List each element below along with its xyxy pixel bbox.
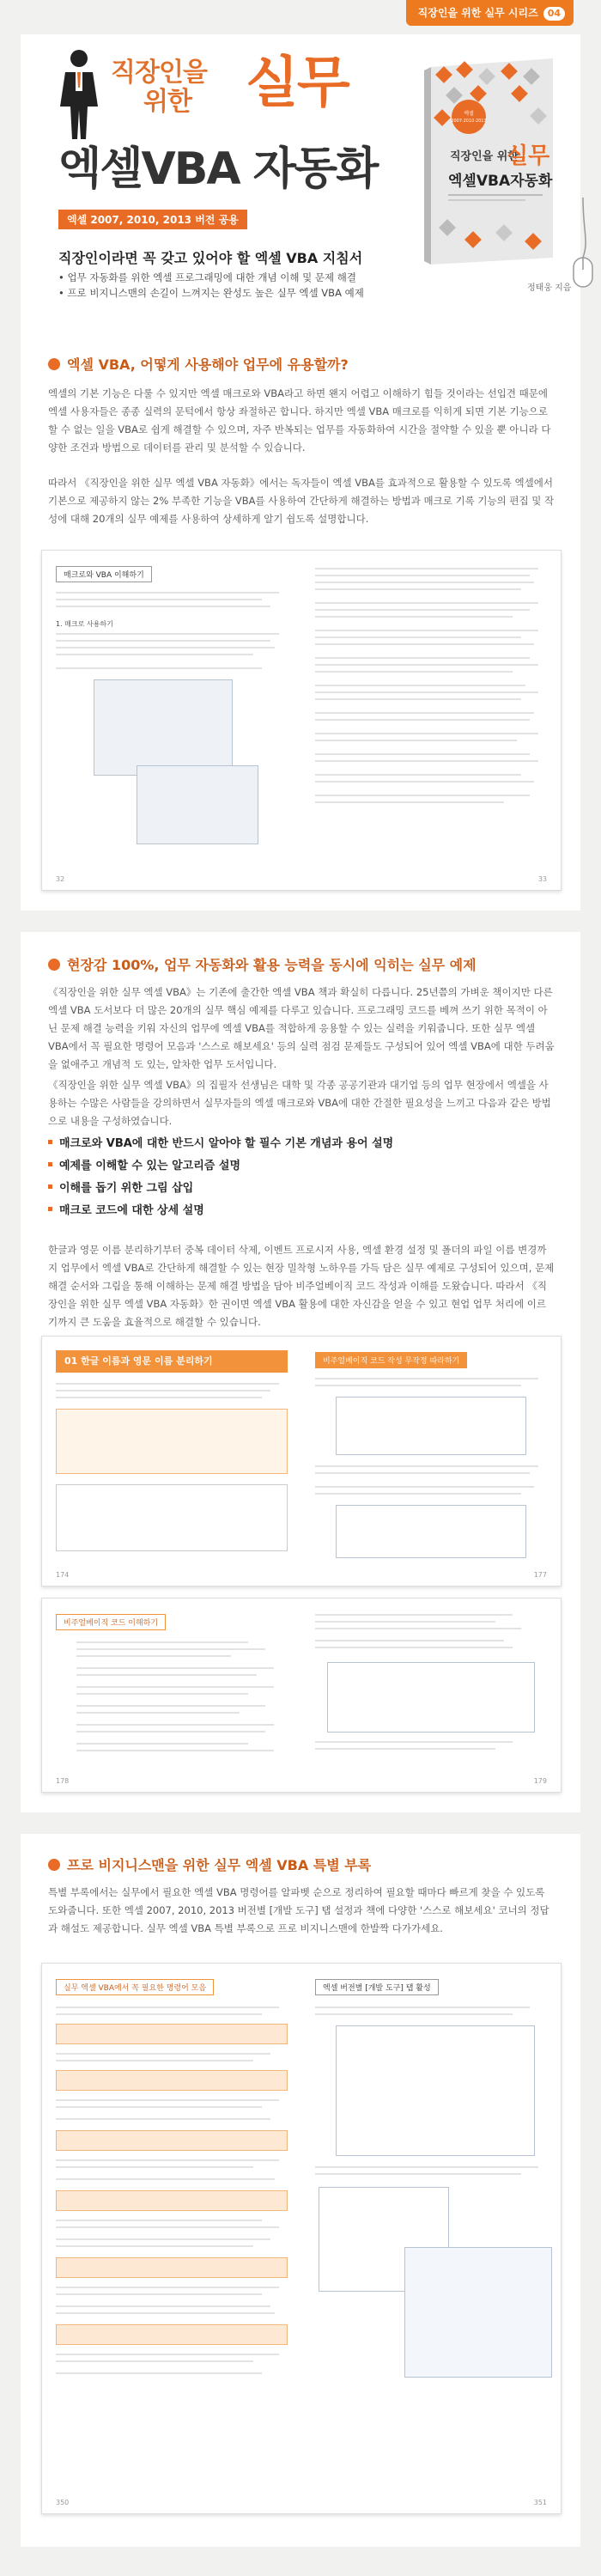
title-line1 (111, 58, 207, 117)
feature-item: 이해를 돕기 위한 그림 삽입 (48, 1178, 393, 1200)
page-number: 178 (56, 1777, 70, 1785)
lead-bullets (58, 270, 364, 301)
title-word1: 직장인을 (111, 58, 207, 88)
screenshot-thumbnail (336, 1505, 526, 1558)
feature-item: 매크로와 VBA에 대한 반드시 알아야 할 필수 기본 개념과 용어 설명 (48, 1133, 393, 1155)
page-spread (41, 550, 562, 891)
spread-tag: 비주얼베이직 코드 작성 무작정 따라하기 (315, 1352, 467, 1368)
code-box (56, 2190, 288, 2211)
spread-right-page (301, 551, 561, 890)
series-tab (406, 0, 574, 26)
book-author: 정태웅 지음 (527, 283, 572, 293)
spread-left-page (42, 1964, 302, 2513)
series-number: 04 (543, 7, 565, 21)
spread-right-page (301, 1964, 561, 2513)
feature-list (48, 1133, 393, 1222)
mouse-icon (570, 198, 596, 318)
spread-tag: 엑셀 버전별 [개발 도구] 탭 활성 (315, 1979, 439, 1995)
examples-card (21, 932, 580, 1812)
section-heading (48, 354, 349, 374)
page-number: 174 (56, 1571, 70, 1579)
title-line2: 엑셀VBA 자동화 (58, 143, 378, 195)
page-number: 177 (533, 1571, 547, 1579)
code-box (56, 2257, 288, 2278)
code-box (56, 2070, 288, 2091)
section-heading-text: 현장감 100%, 업무 자동화와 활용 능력을 동시에 익히는 실무 예제 (67, 957, 477, 973)
spread-right-page (301, 1599, 561, 1792)
page-spread (41, 1963, 562, 2514)
screenshot-thumbnail (404, 2247, 552, 2378)
section-paragraph: 한글과 영문 이름 분리하기부터 중복 데이터 삭제, 이벤트 프로시저 사용, 엑셀 환경 설정 및 폴더의 파일 이름 변경까지 업무에서 엑셀 VBA로 간단하게 해결할 수 있는 현장 밀착형 노하우를 가득 담은 실무 예제로 구성되어 있으며, 문제 해결 순서와 그림을 통해 이해하는 문제 해결 방법을 담아 비주얼베이직 코드 작성과 이해를 도왔습니다. 따라서 《직장인을 위한 실무 엑셀 VBA 자동화》한 권이면 엑셀 VBA 활용에 대한 자신감을 얻을 수 있고 현업 업무 처리에 이르기까지 큰 도움을 효율적으로 해결할 수 있습니다. (48, 1244, 555, 1328)
feature-item: 매크로 코드에 대한 상세 설명 (48, 1200, 393, 1222)
bulb-icon (48, 1859, 60, 1871)
svg-text:엑셀: 엑셀 (464, 111, 474, 117)
page-spread (41, 1336, 562, 1586)
code-box (56, 2130, 288, 2151)
hero (21, 34, 580, 299)
spread-tag: 실무 엑셀 VBA에서 꼭 필요한 명령어 모음 (56, 1979, 214, 1995)
page-spread (41, 1598, 562, 1793)
code-box (56, 2324, 288, 2345)
section-paragraph: 《직장인을 위한 실무 엑셀 VBA》의 집필자 선생님은 대학 및 각종 공공기관과 대기업 등의 업무 현장에서 엑셀을 사용하는 수많은 사람들을 강의하면서 실무자들의 엑셀 매크로와 VBA에 대한 간절한 필요성을 느끼고 다음과 같은 방법으로 내용을 구성하였습니다. (48, 1079, 551, 1127)
bulb-icon (48, 358, 60, 370)
svg-text:직장인을 위한: 직장인을 위한 (450, 150, 519, 163)
book-cover-image (424, 58, 562, 265)
spread-left-page (42, 1599, 302, 1792)
table-thumbnail (56, 1484, 288, 1551)
screenshot-thumbnail (94, 679, 233, 776)
section-paragraph: 따라서 《직장인을 위한 실무 엑셀 VBA 자동화》에서는 독자들이 엑셀 VBA를 효과적으로 활용할 수 있도록 엑셀에서 기본으로 제공하지 않는 2% 부족한 기능을 VBA를 사용하여 간단하게 해결하는 방법과 매크로 기록 기능의 편집 및 작성에 대해 20개의 실무 예제를 사용하여 상세하게 알기 쉽도록 설명합니다. (48, 477, 555, 525)
section-heading (48, 1854, 371, 1874)
appendix-card (21, 1834, 580, 2547)
screenshot-thumbnail (137, 765, 258, 844)
section-paragraph: 특별 부록에서는 실무에서 필요한 엑셀 VBA 명령어를 알파벳 순으로 정리하여 필요할 때마다 빠르게 찾을 수 있도록 도와줍니다. 또한 엑셀 2007, 2010, 2013 버전별 [개발 도구] 탭 설정과 책에 다양한 '스스로 해보세요' 코너의 정답과 해설도 제공합니다. 실무 엑셀 VBA 특별 부록으로 프로 비지니스맨에 한발짝 다가가세요. (48, 1886, 549, 1934)
spread-subtitle: 1. 매크로 사용하기 (56, 620, 113, 628)
spread-right-page (301, 1337, 561, 1586)
lead-text: 직장인이라면 꼭 갖고 있어야 할 엑셀 VBA 지침서 (58, 250, 363, 266)
screenshot-thumbnail (327, 1662, 535, 1733)
lead-bullet: • 프로 비지니스맨의 손길이 느껴지는 완성도 높은 실무 엑셀 VBA 예제 (58, 285, 364, 301)
spread-tag: 01 한글 이름과 영문 이름 분리하기 (56, 1350, 288, 1373)
section-heading-text: 엑셀 VBA, 어떻게 사용해야 업무에 유용할까? (67, 356, 349, 373)
spread-tag: 매크로와 VBA 이해하기 (56, 566, 152, 582)
svg-text:실무: 실무 (507, 143, 550, 169)
page-number: 179 (533, 1777, 547, 1785)
title-big: 실무 (246, 52, 349, 115)
code-box (56, 2024, 288, 2044)
section-paragraph: 엑셀의 기본 기능은 다룰 수 있지만 엑셀 매크로와 VBA라고 하면 왠지 어렵고 이해하기 힘들 것이라는 선입견 때문에 엑셀 사용자들은 종종 실력의 문턱에서 항상 좌절하곤 합니다. 하지만 엑셀 VBA 매크로를 익히게 되면 기본 기능으로 할 수 없는 일을 VBA로 쉽게 해결할 수 있으며, 자주 반복되는 업무를 자동화하여 시간을 절약할 수 있을 뿐 아니라 다양한 조건과 방법으로 데이터를 관리 및 분석할 수 있습니다. (48, 387, 551, 454)
section-paragraph: 《직장인을 위한 실무 엑셀 VBA》는 기존에 출간한 엑셀 VBA 책과 확실히 다릅니다. 25년쯤의 가벼운 책이지만 다른 엑셀 VBA 도서보다 더 많은 20개의 실무 핵심 예제를 다루고 있습니다. 프로그래밍 코드를 베껴 쓰기 위한 목적이 아닌 문제 해결 능력을 키워 자신의 업무에 엑셀 VBA를 적합하게 응용할 수 있는 실력을 키워줍니다. 또한 실무 엑셀 VBA에서 꼭 필요한 명령어 모음과 '스스로 해보세요' 등의 실력 점검 문제들도 구성되어 있어 엑셀 VBA에 대한 두려움을 없애주고 개념적 도 있는, 알차한 업무 도서입니다. (48, 986, 555, 1070)
businessman-icon (53, 46, 105, 141)
table-thumbnail (56, 1409, 288, 1474)
top-bar (0, 0, 601, 34)
section-heading (48, 954, 477, 974)
spread-tag: 비주얼베이직 코드 이해하기 (56, 1614, 166, 1630)
svg-text:엑셀VBA자동화: 엑셀VBA자동화 (448, 173, 553, 190)
svg-text:2007·2010·2013: 2007·2010·2013 (451, 119, 487, 124)
lead-bullet: • 업무 자동화를 위한 엑셀 프로그래밍에 대한 개념 이해 및 문제 해결 (58, 270, 364, 285)
intro-card (21, 34, 580, 910)
feature-item: 예제를 이해할 수 있는 알고리즘 설명 (48, 1155, 393, 1178)
screenshot-thumbnail (336, 2025, 535, 2156)
series-label: 직장인을 위한 실무 시리즈 (417, 7, 538, 19)
section-heading-text: 프로 비지니스맨을 위한 실무 엑셀 VBA 특별 부록 (67, 1857, 372, 1873)
page-number: 351 (533, 2499, 547, 2506)
bulb-icon (48, 959, 60, 971)
edition-badge: 엑셀 2007, 2010, 2013 버전 공용 (58, 210, 247, 229)
spread-left-page (42, 1337, 302, 1586)
screenshot-thumbnail (336, 1397, 526, 1455)
spread-left-page (42, 551, 302, 890)
page-number: 350 (56, 2499, 70, 2506)
page-number: 32 (56, 875, 65, 883)
title-word2: 위한 (143, 87, 191, 117)
page-number: 33 (537, 875, 547, 883)
